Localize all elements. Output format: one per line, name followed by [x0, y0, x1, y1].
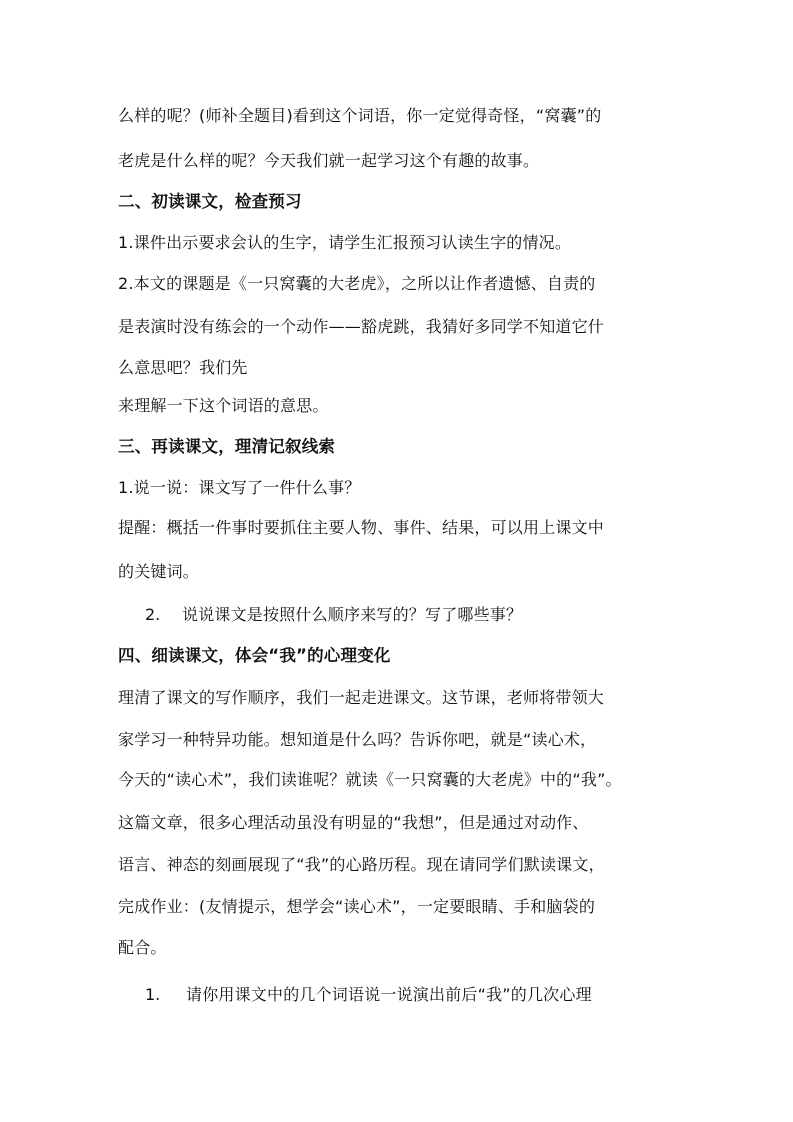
paragraph-line: 理清了课文的写作顺序，我们一起走进课文。这节课，老师将带领大: [118, 688, 605, 707]
paragraph-line: 1.课件出示要求会认的生字，请学生汇报预习认读生字的情况。: [118, 233, 572, 252]
section-heading: 二、初读课文，检查预习: [118, 192, 302, 211]
paragraph-line: 提醒：概括一件事时要抓住主要人物、事件、结果，可以用上课文中: [118, 518, 605, 537]
paragraph-line: 完成作业：(友情提示，想学会“读心术”，一定要眼睛、手和脑袋的: [118, 897, 596, 916]
paragraph-line: 1.说一说：课文写了一件什么事？: [118, 478, 361, 497]
list-item-text: 说说课文是按照什么顺序来写的？写了哪些事？: [182, 605, 523, 624]
section-heading: 四、细读课文，体会“我”的心理变化: [118, 646, 391, 665]
paragraph-line: 来理解一下这个词语的意思。: [118, 396, 329, 415]
paragraph-line: 么样的呢？(师补全题目)看到这个词语，你一定觉得奇怪，“窝囊”的: [118, 106, 602, 125]
paragraph-line: 家学习一种特异功能。想知道是什么吗？告诉你吧，就是“读心术，: [118, 730, 597, 749]
paragraph-line: 这篇文章，很多心理活动虽没有明显的“我想”，但是通过对动作、: [118, 813, 589, 832]
list-item-text: 请你用课文中的几个词语说一说演出前后“我”的几次心理: [186, 985, 592, 1004]
paragraph-line: 语言、神态的刻画展现了“我”的心路历程。现在请同学们默读课文，: [118, 855, 605, 874]
paragraph-line: 今天的“读心术”，我们读谁呢？就读《一只窝囊的大老虎》中的“我”。: [118, 770, 622, 789]
paragraph-line: 的关键词。: [118, 562, 200, 581]
paragraph-line: 是表演时没有练会的一个动作——豁虎跳，我猜好多同学不知道它什: [118, 317, 605, 336]
paragraph-line: 么意思吧？我们先: [118, 358, 248, 377]
paragraph-line: 老虎是什么样的呢？今天我们就一起学习这个有趣的故事。: [118, 151, 540, 170]
list-number: 2.: [145, 605, 161, 624]
paragraph-line: 2.本文的课题是《一只窝囊的大老虎》，之所以让作者遗憾、自责的: [118, 274, 596, 293]
paragraph-line: 配合。: [118, 938, 167, 957]
list-number: 1.: [145, 985, 161, 1004]
section-heading: 三、再读课文，理清记叙线索: [118, 437, 336, 456]
